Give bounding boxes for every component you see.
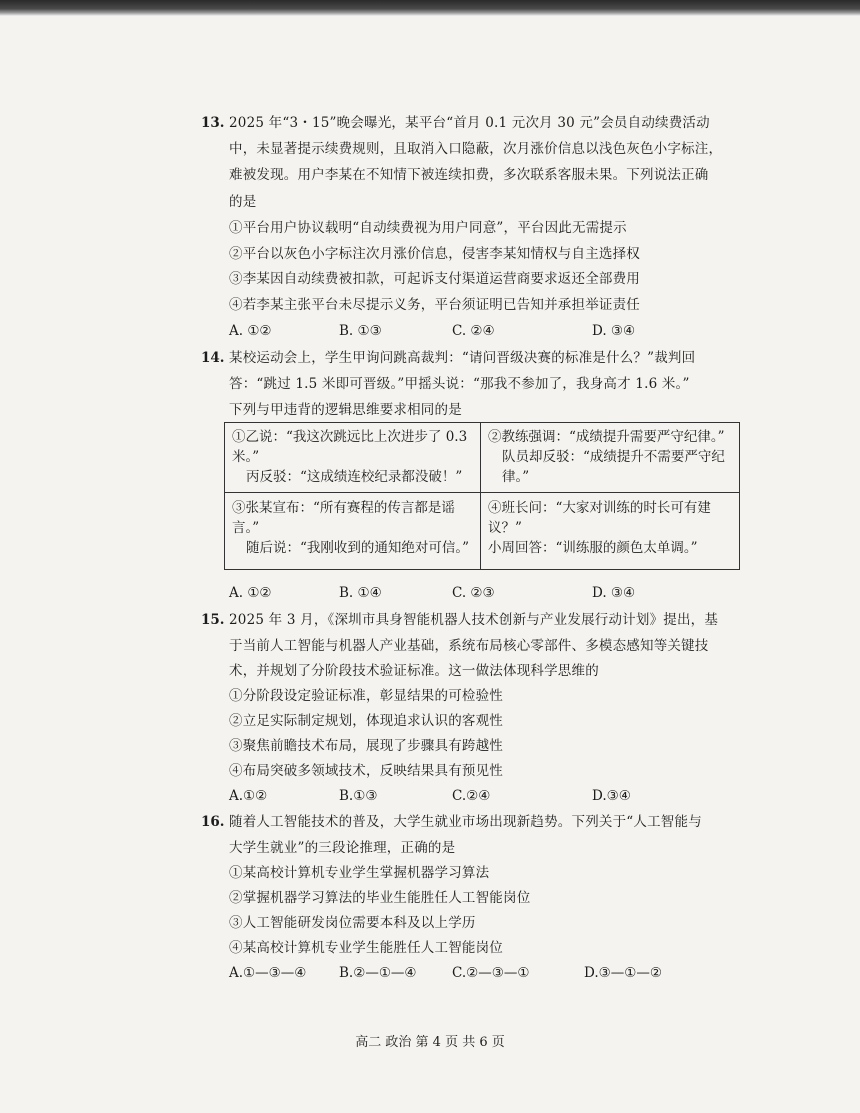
q15-option-b: B.①③ <box>339 788 378 804</box>
q14-cell-1-line: ①乙说：“我这次跳远比上次进步了 0.3 <box>232 429 468 445</box>
q14-cell-3-line: 言。” <box>232 520 260 536</box>
q13-option-c: C. ②④ <box>452 323 495 339</box>
q13-option-a: A. ①② <box>229 323 272 339</box>
q14-table-divider <box>480 422 481 570</box>
q14-cell-3-line: 随后说：“我刚收到的通知绝对可信。” <box>246 540 470 556</box>
page-footer: 高二 政治 第 4 页 共 6 页 <box>355 1035 505 1050</box>
q14-cell-2 <box>482 424 731 490</box>
q14-cell-1 <box>226 424 473 490</box>
q16-option-a: A.①—③—④ <box>229 965 307 981</box>
q16-statement: ③人工智能研发岗位需要本科及以上学历 <box>229 915 476 931</box>
q14-cell-4-line: 小周回答：“训练服的颜色太单调。” <box>488 540 698 556</box>
q14-option-d: D. ③④ <box>592 585 636 601</box>
q16-option-b: B.②—①—④ <box>339 965 417 981</box>
q14-cell-3-line: ③张某宣布：“所有赛程的传言都是谣 <box>232 500 455 516</box>
q13-stem-line: 难被发现。用户李某在不知情下被连续扣费，多次联系客服未果。下列说法正确 <box>229 167 709 183</box>
q15-statement: ③聚焦前瞻技术布局，展现了步骤具有跨越性 <box>229 738 503 754</box>
q14-cell-4-line: 议？” <box>488 520 522 536</box>
q15-statement: ①分阶段设定验证标准，彰显结果的可检验性 <box>229 688 503 704</box>
q13-stem-line: 的是 <box>229 194 257 210</box>
q14-cell-2-line: 队员却反驳：“成绩提升不需要严守纪 <box>502 449 725 465</box>
q16-number: 16. <box>201 814 225 830</box>
q14-cell-2-line: ②教练强调：“成绩提升需要严守纪律。” <box>488 429 725 445</box>
q14-number: 14. <box>201 350 225 366</box>
q14-cell-4-line: ④班长问：“大家对训练的时长可有建 <box>488 500 711 516</box>
q16-option-d: D.③—①—② <box>584 965 662 981</box>
q15-statement: ④布局突破多领域技术，反映结果具有预见性 <box>229 763 503 779</box>
q14-cell-2-line: 律。” <box>502 469 530 485</box>
q13-stem-line: 2025 年“3・15”晚会曝光，某平台“首月 0.1 元次月 30 元”会员自动续费活动 <box>229 115 710 131</box>
q15-option-c: C.②④ <box>452 788 491 804</box>
q15-number: 15. <box>201 612 225 628</box>
q13-option-d: D. ③④ <box>592 323 636 339</box>
q15-stem-line: 于当前人工智能与机器人产业基础，系统布局核心零部件、多模态感知等关键技 <box>229 638 709 654</box>
q15-option-a: A.①② <box>229 788 268 804</box>
q14-option-b: B. ①④ <box>339 585 382 601</box>
q14-option-c: C. ②③ <box>452 585 495 601</box>
q14-stem-line: 下列与甲违背的逻辑思维要求相同的是 <box>229 402 462 418</box>
q15-statement: ②立足实际制定规划，体现追求认识的客观性 <box>229 713 503 729</box>
q16-statement: ②掌握机器学习算法的毕业生能胜任人工智能岗位 <box>229 890 531 906</box>
q14-cell-4 <box>482 495 717 561</box>
q13-stem-line: 中，未显著提示续费规则，且取消入口隐蔽，次月涨价信息以浅色灰色小字标注， <box>229 141 723 157</box>
q13-number: 13. <box>201 115 225 131</box>
q13-statement: ④若李某主张平台未尽提示义务，平台须证明已告知并承担举证责任 <box>229 297 640 313</box>
q16-option-c: C.②—③—① <box>452 965 530 981</box>
q14-cell-1-line: 米。” <box>232 449 260 465</box>
q16-stem-line: 大学生就业”的三段论推理，正确的是 <box>229 840 456 856</box>
q15-stem-line: 术，并规划了分阶段技术验证标准。这一做法体现科学思维的 <box>229 663 599 679</box>
q14-stem-line: 某校运动会上，学生甲询问跳高裁判：“请问晋级决赛的标准是什么？”裁判回 <box>229 350 696 366</box>
q15-stem-line: 2025 年 3 月，《深圳市具身智能机器人技术创新与产业发展行动计划》提出，基 <box>229 612 719 628</box>
q13-statement: ①平台用户协议载明“自动续费视为用户同意”，平台因此无需提示 <box>229 220 627 236</box>
q13-option-b: B. ①③ <box>339 323 382 339</box>
q13-statement: ②平台以灰色小字标注次月涨价信息，侵害李某知情权与自主选择权 <box>229 246 640 262</box>
q14-option-a: A. ①② <box>229 585 272 601</box>
q14-stem-line: 答：“跳过 1.5 米即可晋级。”甲摇头说：“那我不参加了，我身高才 1.6 米。” <box>229 376 690 392</box>
q15-option-d: D.③④ <box>592 788 631 804</box>
q16-stem-line: 随着人工智能技术的普及，大学生就业市场出现新趋势。下列关于“人工智能与 <box>229 814 702 830</box>
q16-statement: ④某高校计算机专业学生能胜任人工智能岗位 <box>229 940 503 956</box>
q16-statement: ①某高校计算机专业学生掌握机器学习算法 <box>229 865 490 881</box>
q13-statement: ③李某因自动续费被扣款，可起诉支付渠道运营商要求返还全部费用 <box>229 271 640 287</box>
q14-table-divider <box>224 492 740 493</box>
q14-cell-3 <box>226 495 475 561</box>
q14-cell-1-line: 丙反驳：“这成绩连校纪录都没破！” <box>246 469 463 485</box>
